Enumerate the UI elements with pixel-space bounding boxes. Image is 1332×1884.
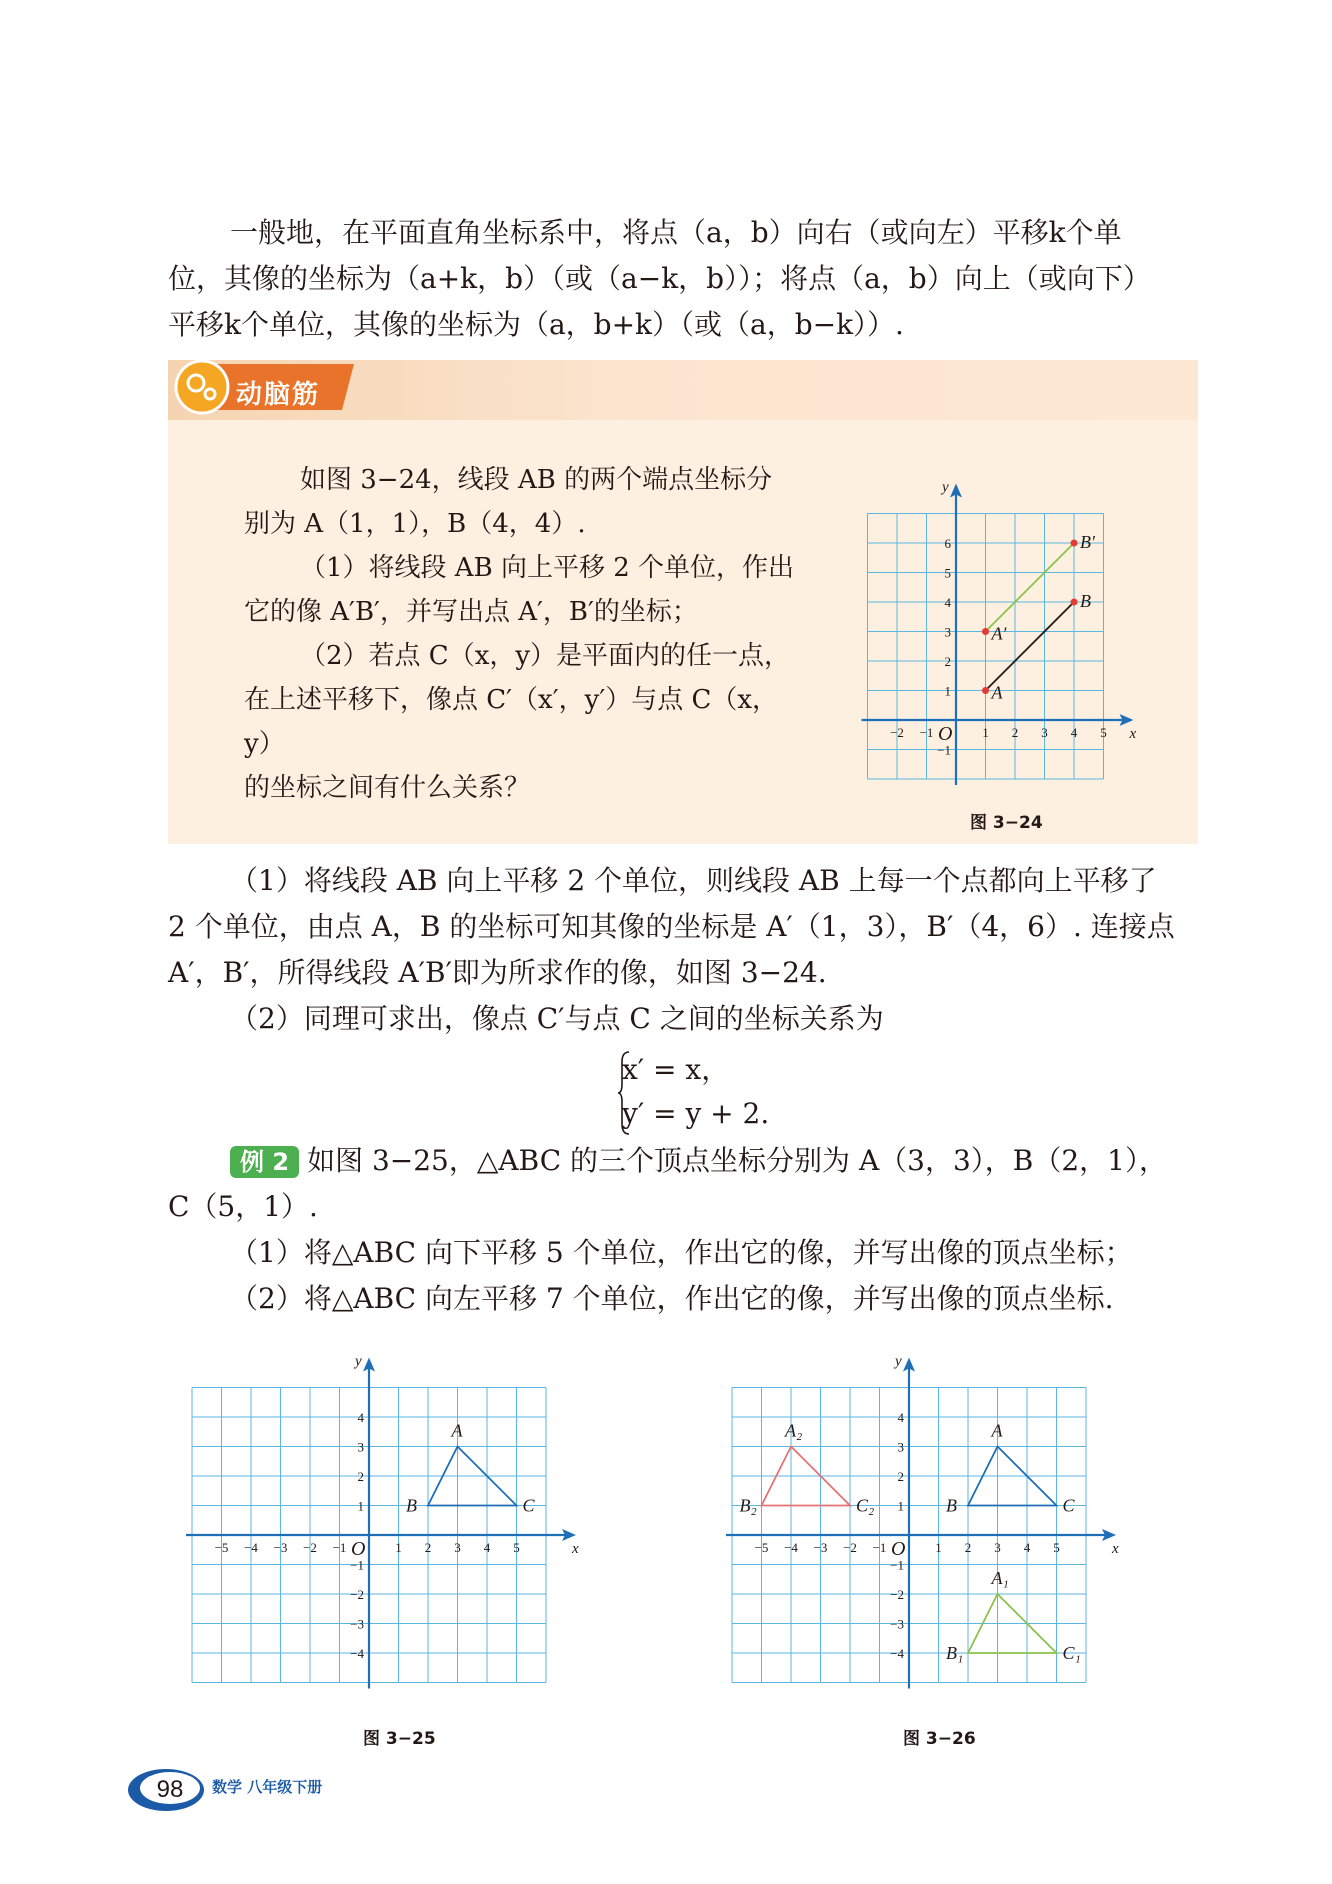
think-line-7: 的坐标之间有什么关系？ <box>244 773 531 803</box>
x-axis-label: x <box>1129 726 1137 742</box>
y-tick-label: 6 <box>944 536 951 551</box>
y-tick-label: −1 <box>937 742 951 758</box>
point-marker <box>982 628 989 635</box>
y-tick-label: 3 <box>897 1439 904 1455</box>
solution-line-3: A′，B′，所得线段 A′B′即为所求作的像，如图 3−24. <box>168 956 827 989</box>
point-marker <box>982 687 989 694</box>
point-label: A <box>991 682 1003 703</box>
point-label: C <box>1062 1495 1075 1516</box>
x-tick-label: 3 <box>994 1540 1001 1555</box>
intro-line-1: 一般地，在平面直角坐标系中，将点（a，b）向右（或向左）平移k个单 <box>230 216 1122 249</box>
y-tick-label: 2 <box>944 654 951 669</box>
y-tick-label: −1 <box>890 1557 904 1573</box>
y-tick-label: 3 <box>357 1439 364 1455</box>
x-tick-label: −3 <box>273 1540 288 1555</box>
think-line-5: （2）若点 C（x，y）是平面内的任一点， <box>300 641 791 671</box>
x-tick-label: 5 <box>1053 1540 1060 1555</box>
system-eq-2: y′ = y + 2. <box>622 1097 770 1130</box>
y-tick-label: −3 <box>890 1616 904 1632</box>
y-tick-label: −4 <box>350 1646 364 1661</box>
x-tick-label: −5 <box>214 1540 229 1555</box>
x-tick-label: −4 <box>784 1540 798 1555</box>
solution-line-4: （2）同理可求出，像点 C′与点 C 之间的坐标关系为 <box>230 1002 884 1035</box>
point-label: A₂ <box>785 1420 803 1441</box>
think-line-1: 如图 3−24，线段 AB 的两个端点坐标分 <box>300 465 773 495</box>
example-line-3: （1）将△ABC 向下平移 5 个单位，作出它的像，并写出像的顶点坐标； <box>230 1236 1133 1269</box>
intro-line-3: 平移k个单位，其像的坐标为（a，b+k）（或（a，b−k））. <box>168 308 904 341</box>
think-line-3: （1）将线段 AB 向上平移 2 个单位，作出 <box>300 553 795 583</box>
y-tick-label: 4 <box>897 1410 904 1425</box>
x-axis-label: x <box>1112 1541 1119 1557</box>
x-tick-label: 2 <box>424 1540 432 1555</box>
think-line-2: 别为 A（1，1），B（4，4）. <box>244 509 586 539</box>
point-label: B₂ <box>739 1495 757 1516</box>
page-number-badge <box>126 1766 206 1814</box>
segment-line <box>986 543 1075 632</box>
x-tick-label: −3 <box>813 1540 828 1555</box>
think-line-4: 它的像 A′B′，并写出点 A′，B′的坐标； <box>244 597 698 627</box>
y-tick-label: 5 <box>944 565 951 581</box>
origin-label: O <box>891 1538 906 1560</box>
figure-3-24-caption: 图 3−24 <box>970 813 1043 833</box>
example-line-1 <box>168 1138 1198 1184</box>
point-label: B′ <box>1080 532 1095 552</box>
point-marker <box>1071 599 1078 606</box>
x-tick-label: −2 <box>303 1540 317 1555</box>
intro-line-2: 位，其像的坐标为（a+k，b）（或（a−k，b））；将点（a，b）向上（或向下） <box>168 262 1151 295</box>
system-eq-1: x′ = x， <box>622 1053 730 1086</box>
x-tick-label: 5 <box>1100 725 1107 740</box>
y-tick-label: 2 <box>897 1469 904 1484</box>
y-tick-label: −2 <box>350 1587 364 1602</box>
y-tick-label: 1 <box>944 683 951 699</box>
page-number: 98 <box>156 1776 184 1803</box>
y-axis-label: y <box>355 1353 362 1370</box>
point-marker <box>1071 540 1078 547</box>
point-label: A′ <box>991 623 1007 644</box>
y-tick-label: 2 <box>357 1469 364 1484</box>
y-tick-label: −1 <box>350 1557 364 1573</box>
y-tick-label: 1 <box>357 1498 364 1514</box>
example-paragraph <box>168 1138 1198 1322</box>
x-tick-label: 1 <box>982 725 989 740</box>
point-label: B <box>406 1495 417 1516</box>
solution-line-1: （1）将线段 AB 向上平移 2 个单位，则线段 AB 上每一个点都向上平移了 <box>230 864 1157 897</box>
point-label: B <box>1080 591 1091 611</box>
y-tick-label: 3 <box>944 624 951 640</box>
x-tick-label: 3 <box>454 1540 461 1555</box>
think-line-6: 在上述平移下，像点 C′（x′，y′）与点 C（x，y） <box>244 685 779 759</box>
y-tick-label: 4 <box>944 595 951 610</box>
segment-line <box>986 602 1075 691</box>
x-axis-label: x <box>572 1541 579 1557</box>
point-label: C₂ <box>856 1495 875 1516</box>
point-label: A₁ <box>991 1568 1009 1588</box>
figure-3-26 <box>706 1322 1176 1722</box>
figure-3-24 <box>838 440 1178 800</box>
y-axis-label: y <box>895 1353 902 1370</box>
x-tick-label: 4 <box>1070 725 1078 740</box>
x-tick-label: 1 <box>935 1540 942 1555</box>
y-tick-label: −4 <box>890 1646 904 1661</box>
x-tick-label: 4 <box>483 1540 491 1555</box>
figure-3-25 <box>166 1322 636 1722</box>
intro-paragraph <box>168 210 1198 348</box>
origin-label: O <box>351 1538 366 1560</box>
x-tick-label: 3 <box>1041 725 1048 740</box>
x-tick-label: −4 <box>244 1540 258 1555</box>
example-line-4: （2）将△ABC 向左平移 7 个单位，作出它的像，并写出像的顶点坐标. <box>230 1282 1114 1315</box>
x-tick-label: −2 <box>890 725 904 740</box>
example-line-2: C（5，1）. <box>168 1190 318 1223</box>
solution-line-2: 2 个单位，由点 A，B 的坐标可知其像的坐标是 A′（1，3），B′（4，6）. 连接点 <box>168 910 1175 943</box>
x-tick-label: −1 <box>332 1540 347 1555</box>
think-text <box>244 458 804 810</box>
x-tick-label: −2 <box>843 1540 857 1555</box>
figure-3-26-caption: 图 3−26 <box>903 1729 976 1749</box>
x-tick-label: 5 <box>513 1540 520 1555</box>
x-tick-label: 2 <box>1011 725 1019 740</box>
solution-paragraph <box>168 858 1198 1042</box>
point-label: A <box>451 1420 463 1441</box>
coordinate-system <box>622 1048 769 1136</box>
y-tick-label: 1 <box>897 1498 904 1514</box>
y-axis-label: y <box>942 479 949 496</box>
example-tag: 例 2 <box>230 1146 299 1178</box>
point-label: B <box>946 1495 957 1516</box>
y-tick-label: −2 <box>890 1587 904 1602</box>
x-tick-label: 2 <box>964 1540 972 1555</box>
think-title: 动脑筋 <box>236 380 321 410</box>
example-line-1-text: 如图 3−25，△ABC 的三个顶点坐标分别为 A（3，3），B（2，1）， <box>307 1144 1167 1177</box>
figure-3-25-caption: 图 3−25 <box>363 1729 436 1749</box>
x-tick-label: −1 <box>872 1540 887 1555</box>
point-label: C₁ <box>1062 1643 1081 1663</box>
x-tick-label: −5 <box>754 1540 769 1555</box>
origin-label: O <box>938 723 953 745</box>
x-tick-label: −1 <box>919 725 934 740</box>
point-label: C <box>522 1495 535 1516</box>
x-tick-label: 4 <box>1023 1540 1031 1555</box>
point-label: B₁ <box>946 1643 964 1663</box>
y-tick-label: −3 <box>350 1616 364 1632</box>
book-title: 数学 八年级下册 <box>212 1778 323 1796</box>
y-tick-label: 4 <box>357 1410 364 1425</box>
point-label: A <box>991 1420 1003 1441</box>
x-tick-label: 1 <box>395 1540 402 1555</box>
